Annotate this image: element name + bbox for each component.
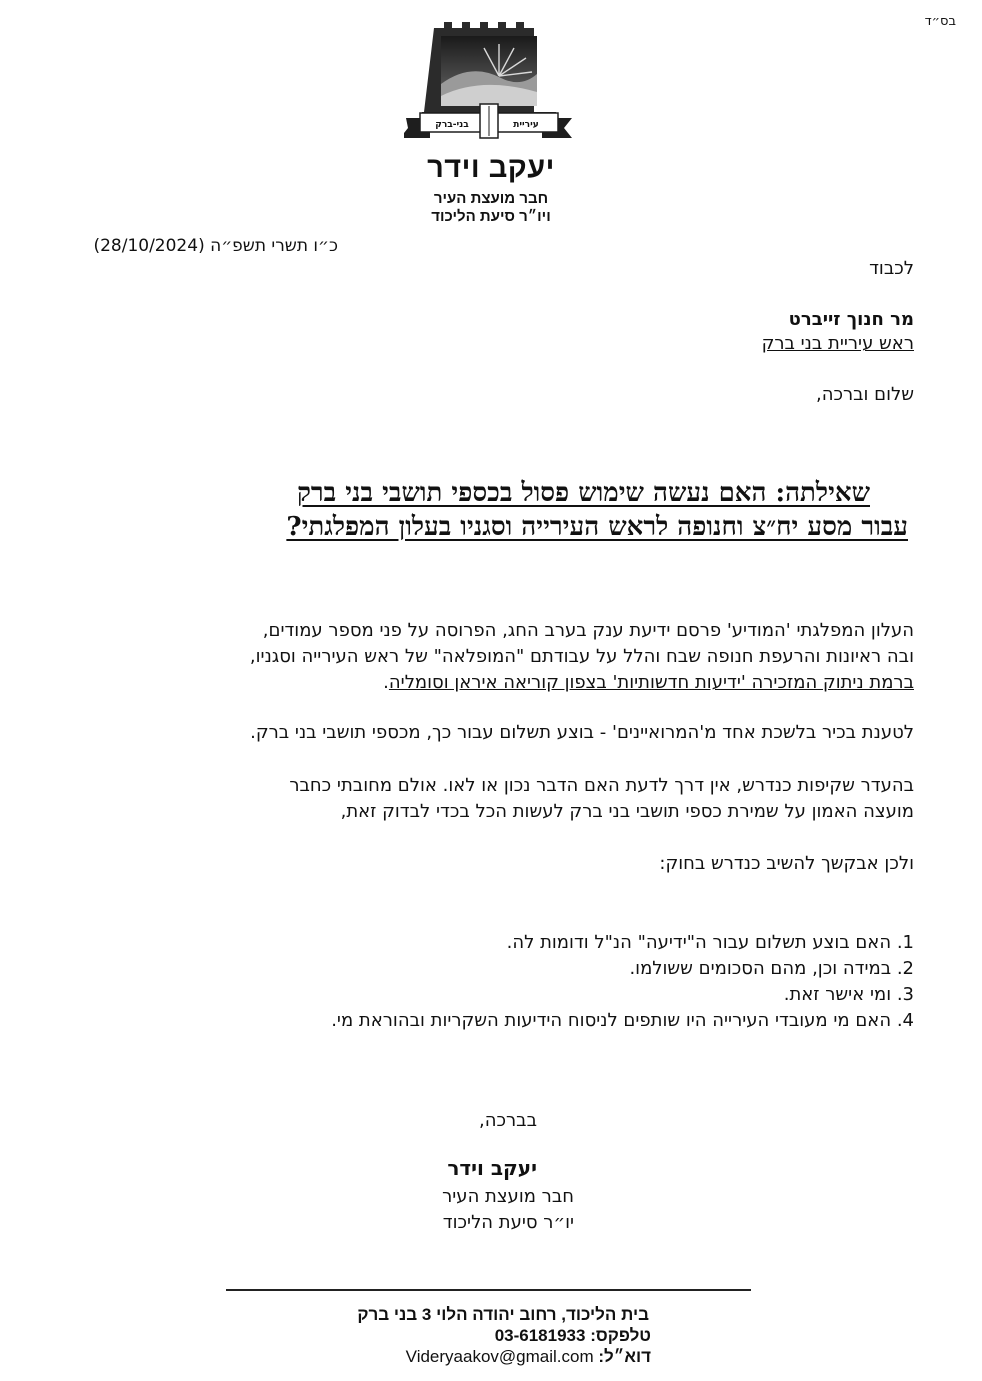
paragraph-1 <box>54 618 914 696</box>
footer-address: בית הליכוד, רחוב יהודה הלוי 3 בני ברק <box>357 1305 649 1324</box>
paragraph-4: ולכן אבקשך להשיב כנדרש בחוק: <box>659 853 914 874</box>
signature-role: חבר מועצת העיר <box>442 1186 574 1207</box>
footer-email-address[interactable]: Videryaakov@gmail.com <box>405 1347 594 1366</box>
sender-role: חבר מועצת העיר <box>433 190 549 207</box>
signature-name: יעקב וידר <box>447 1156 537 1180</box>
paragraph-1-line-1: העלון המפלגתי 'המודיע' פרסם ידיעת ענק בערב החג, הפרוסה על פני מספר עמודים, <box>262 620 914 641</box>
footer-phone <box>495 1326 651 1346</box>
paragraph-1-underlined: ברמת ניתוק המזכירה 'ידיעות חדשותיות' בצפון קוריאה איראן וסומליה <box>388 672 914 693</box>
footer-email-label: דוא״ל: <box>598 1347 651 1366</box>
paragraph-1-line-2: ובה ראיונות והרעפת חנופה שבח והלל על עבודתם "המופלאה" של ראש העירייה וסגניו, <box>249 646 914 667</box>
questions-list <box>54 930 914 1034</box>
svg-text:בני-ברק: בני-ברק <box>435 120 469 130</box>
footer-phone-number: 03-6181933 <box>494 1326 586 1345</box>
footer-divider <box>226 1289 751 1291</box>
sender-name: יעקב וידר <box>427 152 555 184</box>
footer-phone-label: טלפקס: <box>590 1326 651 1345</box>
paragraph-3-line-2: מועצה האמון על שמירת כספי תושבי בני ברק לעשות הכל בכדי לבדוק זאת, <box>340 801 914 822</box>
letter-date: כ״ו תשרי תשפ״ה (28/10/2024) <box>93 236 338 256</box>
list-item: 2. במידה וכן, מהם הסכומים ששולמו. <box>629 958 914 979</box>
sender-role-faction: ויו״ר סיעת הליכוד <box>431 208 551 225</box>
city-emblem-logo <box>404 18 574 146</box>
bsd-mark: בס״ד <box>924 14 956 29</box>
signature-role-faction: יו״ר סיעת הליכוד <box>442 1212 574 1233</box>
recipient-name: מר חנוך זייברט <box>788 309 914 330</box>
list-item: 3. ומי אישר זאת. <box>783 984 914 1005</box>
subject-title-line-1: שאילתה: האם נעשה שימוש פסול בכספי תושבי בני ברק <box>296 478 870 508</box>
paragraph-2: לטענת בכיר בלשכת אחד מ'המרואיינים' - בוצע תשלום עבור כך, מכספי תושבי בני ברק. <box>250 722 914 743</box>
to-label: לכבוד <box>869 258 914 279</box>
list-item: 4. האם מי מעובדי העירייה היו שותפים לניסוח הידיעות השקריות ובהוראת מי. <box>331 1010 914 1031</box>
svg-text:עיריית: עיריית <box>513 120 539 130</box>
closing: בברכה, <box>479 1110 537 1131</box>
recipient-title: ראש עיריית בני ברק <box>761 333 914 354</box>
greeting: שלום וברכה, <box>815 384 914 405</box>
subject-title-line-2: עבור מסע יח״צ וחנופה לראש העירייה וסגניו בעלון המפלגתי? <box>286 512 908 542</box>
paragraph-3 <box>54 773 914 825</box>
list-item: 1. האם בוצע תשלום עבור ה"ידיעה" הנ"ל ודומות לה. <box>506 932 914 953</box>
paragraph-3-line-1: בהעדר שקיפות כנדרש, אין דרך לדעת האם הדבר נכון או לאו. אולם מחובתי כחבר <box>289 775 914 796</box>
footer-email <box>406 1347 651 1367</box>
paragraph-1-line-3: ברמת ניתוק המזכירה 'ידיעות חדשותיות' בצפון קוריאה איראן וסומליה. <box>383 672 914 693</box>
